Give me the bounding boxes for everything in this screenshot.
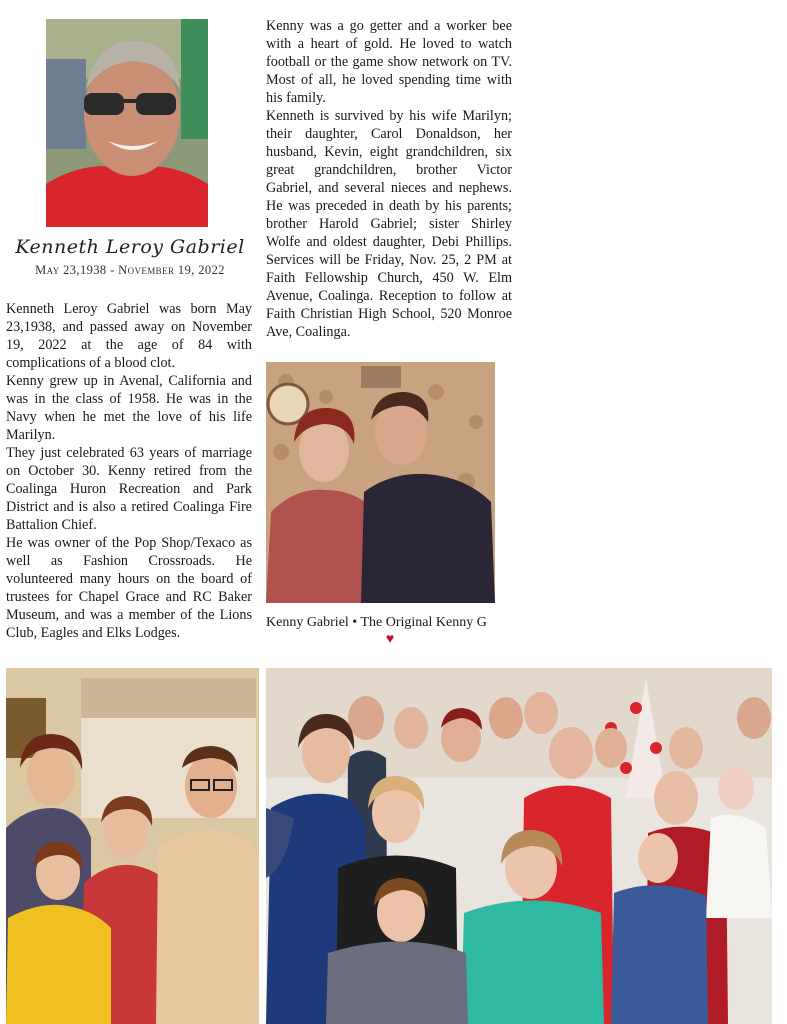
portrait-photo xyxy=(46,19,208,227)
family-photo-vintage xyxy=(6,668,259,1024)
heart-icon: ♥ xyxy=(385,632,395,647)
paragraph: Kenneth is survived by his wife Marilyn; their daughter, Carol Donaldson, her husband, Kevin, eight grandchildren, six great grandchildren, brother Victor Gabriel, and several nieces and nephews. He was preceded in death by his parents; brother Harold Gabriel; sister Shirley Wolfe and oldest daughter, Debi Phillips. Services will be Friday, Nov. 25, 2 PM at Faith Fellowship Church, 450 W. Elm Avenue, Coalinga. Reception to follow at Faith Christian High School, 520 Monroe Ave, Coalinga. xyxy=(266,108,512,340)
paragraph: Kenny was a go getter and a worker bee with a heart of gold. He loved to watch football or the game show network on TV. Most of all, he loved spending time with his family. xyxy=(266,18,512,106)
family-photo-group xyxy=(266,668,772,1024)
life-dates: May 23,1938 - November 19, 2022 xyxy=(35,263,225,277)
couple-photo xyxy=(266,362,495,603)
paragraph: They just celebrated 63 years of marriage on October 30. Kenny retired from the Coalinga Huron Recreation and Park District and is also a retired Coalinga Fire Battalion Chief. xyxy=(6,445,252,533)
paragraph: He was owner of the Pop Shop/Texaco as well as Fashion Crossroads. He volunteered many hours on the board of trustees for Chapel Grace and RC Baker Museum, and was a member of the Lions Club, Eagles and Elks Lodges. xyxy=(6,535,252,641)
paragraph: Kenneth Leroy Gabriel was born May 23,1938, and passed away on November 19, 2022 at the age of 84 with complications of a blood clot. xyxy=(6,301,252,371)
obituary-left-column xyxy=(6,300,252,642)
deceased-name: Kenneth Leroy Gabriel xyxy=(15,236,245,258)
obituary-right-column xyxy=(266,17,512,341)
paragraph: Kenny grew up in Avenal, California and was in the class of 1958. He was in the Navy when he met the love of his life Marilyn. xyxy=(6,373,252,443)
photo-caption: Kenny Gabriel • The Original Kenny G xyxy=(266,615,487,630)
